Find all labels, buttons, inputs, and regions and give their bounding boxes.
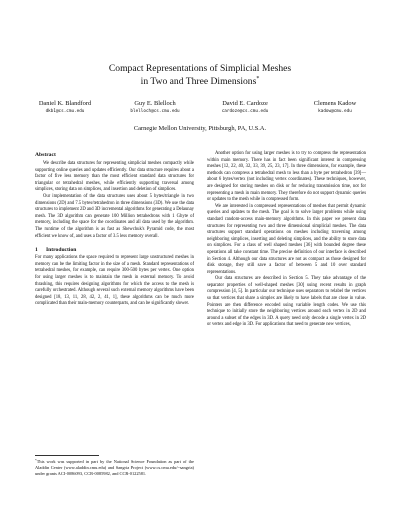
author-name: Clemens Kadow [313, 100, 357, 107]
author-block [20, 100, 110, 115]
author-email: cardoze@cs.cmu.edu [221, 109, 269, 114]
abstract-paragraph-2: Our implementation of the data structures uses about 5 bytes/triangle in two dimensions (2D) and 7.5 bytes/tetrahedron in three dimensions (3D). We use the data structures to implement 2D and 3D incremental algorithms for generating a Delaunay mesh. The 3D algorithm can generate 100 Million tetrahedrons with 1 Gbyte of memory, including the space for the coordinates and all data used by the algorithm. The runtime of the algorithm is as fast as Shewchuk's Pyramid code, the most efficient we know of, and uses a factor of 3.5 less memory overall. [35, 193, 194, 239]
affiliation: Carnegie Mellon University, Pittsburgh, PA, U.S.A. [133, 125, 267, 132]
author-block [290, 100, 380, 115]
title-text-1: Compact Representations of Simplicial Meshes [108, 63, 292, 74]
section-number: 1 [35, 247, 38, 254]
introduction-heading [35, 246, 194, 254]
body-paragraph-2: We are interested in compressed representations of meshes that permit dynamic queries and updates to the mesh. The goal is to solve larger problems while using standard random-access main-memory algorithms. In this paper we present data structures for representing two and three dimensional simplicial meshes. The data structures support standard operations on meshes including traversing among neighboring simplices, inserting and deleting simplices, and the ability to store data on simplices. For a class of well shaped meshes [36] with bounded degree these operations all take constant time. The precise definition of our interface is described in Section 4. Although our data structures are not as compact as those designed for disk storage, they still save a factor of between 5 and 10 over standard representations. [207, 203, 366, 275]
author-email: dkb1@cs.cmu.edu [45, 109, 85, 114]
paper-title-line-1 [0, 63, 400, 75]
footnote-body: This work was supported in part by the National Science Foundation as part of the Aladdin Center (www.aladdin.cmu.edu) and Sangria Project (www.cs.cmu.edu/~sangria) under grants ACI-0086093, CCR-0085982, and CCR-0122581. [35, 459, 194, 476]
title-footnote-mark: * [256, 76, 260, 82]
body-paragraph-1: Another option for using larger meshes is to try to compress the representation within main memory. There has in fact been significant interest in compressing meshes [12, 22, 40, 32, 33, 39, 25, 23, 17]. In three dimensions, for example, these methods can compress a tetrahedral mesh to less than a byte per tetrahedron [39]—about 6 bytes/vertex (not including vertex coordinates). These techniques, however, are designed for storing meshes on disk or for reducing transmission time, not for representing a mesh in main memory. They therefore do not support dynamic queries or updates to the mesh while in compressed form. [207, 151, 366, 203]
introduction-paragraph: For many applications the space required to represent large unstructured meshes in memory can be the limiting factor in the size of a mesh. Standard representations of tetrahedral meshes, for example, can require 300-500 bytes per vertex. One option for using larger meshes is to maintain the mesh in external memory. To avoid thrashing, this requires designing algorithms for which the access to the mesh is carefully orchestrated. Although several such external memory algorithms have been designed [18, 13, 11, 28, 42, 2, 41, 1], these algorithms can be much more complicated than their main-memory counterparts, and can be significantly slower. [35, 255, 194, 307]
abstract-paragraph-1: We describe data structures for representing simplicial meshes compactly while supporting online queries and updates efficiently. Our data structure requires about a factor of five less memory than the most efficient standard data structures for triangular or tetrahedral meshes, while efficiently supporting traversal among simplices, storing data on simplices, and insertion and deletion of simplices. [35, 161, 194, 193]
section-title: Introduction [46, 247, 77, 254]
author-list [20, 100, 380, 115]
author-email: blelloch@cs.cmu.edu [130, 109, 180, 114]
body-paragraph-3: Our data structures are described in Section 5. They take advantage of the separator properties of well-shaped meshes [30] using recent results in graph compression [4, 5]. In particular our technique uses separators to relabel the vertices so that vertices that share a simplex are likely to have labels that are close in value. Pointers are then difference encoded using variable length codes. We use this technique to initially store the neighboring vertices around each vertex in 2D and around a subset of the edges in 3D. A query need only decode a single vertex in 2D or vertex and edge in 3D. For applications that need to generate new vertices, [207, 276, 366, 328]
author-name: Daniel K. Blandford [38, 100, 92, 107]
paper-title-line-2 [0, 76, 400, 88]
footnote [35, 455, 194, 477]
footnote-mark: * [35, 458, 37, 462]
title-text-2: in Two and Three Dimensions [140, 76, 257, 87]
author-email: kadow@cmu.edu [318, 109, 352, 114]
footnote-text [35, 459, 194, 477]
author-name: Guy E. Blelloch [134, 100, 176, 107]
abstract-heading: Abstract [35, 152, 56, 158]
author-block [200, 100, 290, 115]
right-column [207, 151, 366, 329]
footnote-rule [35, 455, 99, 456]
author-name: David E. Cardoze [222, 100, 268, 107]
author-block [110, 100, 200, 115]
